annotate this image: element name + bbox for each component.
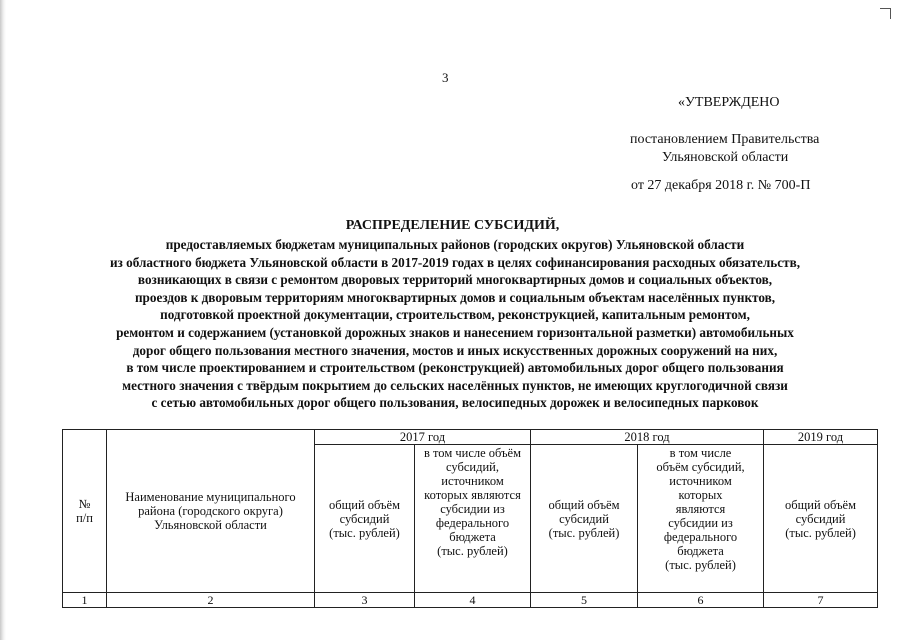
header-name: Наименование муниципального района (городского округа) Ульяновской области (107, 430, 315, 593)
approval-authority: постановлением Правительства (630, 132, 820, 147)
scan-corner-mark (880, 8, 891, 19)
subtitle-line: проездов к дворовым территориям многоквартирных домов и социальным объектам населённых пунктов, (134, 289, 776, 305)
subtitle-line: в том числе проектированием и строительством (реконструкцией) автомобильных дорог общего пользования (126, 360, 784, 376)
document-subtitle (40, 236, 870, 412)
header-2017-total: общий объём субсидий (тыс. рублей) (315, 445, 415, 593)
document-title: РАСПРЕДЕЛЕНИЕ СУБСИДИЙ, (345, 218, 560, 233)
column-number: 6 (638, 593, 764, 608)
scan-edge-shadow (0, 0, 6, 640)
column-number: 3 (315, 593, 415, 608)
approval-heading: «УТВЕРЖДЕНО (678, 95, 780, 110)
table-row (63, 593, 878, 608)
subtitle-line: предоставляемых бюджетам муниципальных районов (городских округов) Ульяновской области (165, 237, 745, 252)
header-2018-federal: в том числе объём субсидий, источником которых являются субсидии из федерального бюджета (тыс. рублей) (638, 445, 764, 593)
column-number: 7 (764, 593, 878, 608)
subsidy-table (62, 429, 878, 608)
header-year-2019: 2019 год (764, 430, 878, 445)
subtitle-line: местного значения с твёрдым покрытием до сельских населённых пунктов, не имеющих круглогодичной связи (122, 377, 788, 393)
header-year-2018: 2018 год (531, 430, 764, 445)
header-2019-total: общий объём субсидий (тыс. рублей) (764, 445, 878, 593)
column-number: 1 (63, 593, 107, 608)
column-number: 4 (415, 593, 531, 608)
header-2017-federal: в том числе объём субсидий, источником которых являются субсидии из федерального бюджета (тыс. рублей) (415, 445, 531, 593)
subtitle-line: из областного бюджета Ульяновской области в 2017-2019 годах в целях софинансирования расходных обязательств, (109, 254, 801, 270)
header-2018-total: общий объём субсидий (тыс. рублей) (531, 445, 638, 593)
subtitle-line: ремонтом и содержанием (установкой дорожных знаков и нанесением горизонтальной разметки) автомобильных (116, 324, 794, 340)
subtitle-line: дорог общего пользования местного значения, мостов и иных искусственных дорожных сооружений на них, (132, 342, 778, 358)
header-year-2017: 2017 год (315, 430, 531, 445)
page-number: 3 (442, 70, 449, 85)
subtitle-line: возникающих в связи с ремонтом дворовых территорий многоквартирных домов и социальных объектов, (137, 272, 773, 288)
subtitle-line: подготовкой проектной документации, строительством, реконструкцией, капитальным ремонтом, (160, 307, 750, 323)
table-header-years (63, 430, 878, 445)
column-number: 5 (531, 593, 638, 608)
approval-region: Ульяновской области (662, 150, 789, 165)
header-no: № п/п (63, 430, 107, 593)
column-number: 2 (107, 593, 315, 608)
approval-date: от 27 декабря 2018 г. № 700-П (631, 178, 811, 193)
subtitle-line: с сетью автомобильных дорог общего пользования, велосипедных дорожек и велосипедных парковок (151, 395, 759, 411)
